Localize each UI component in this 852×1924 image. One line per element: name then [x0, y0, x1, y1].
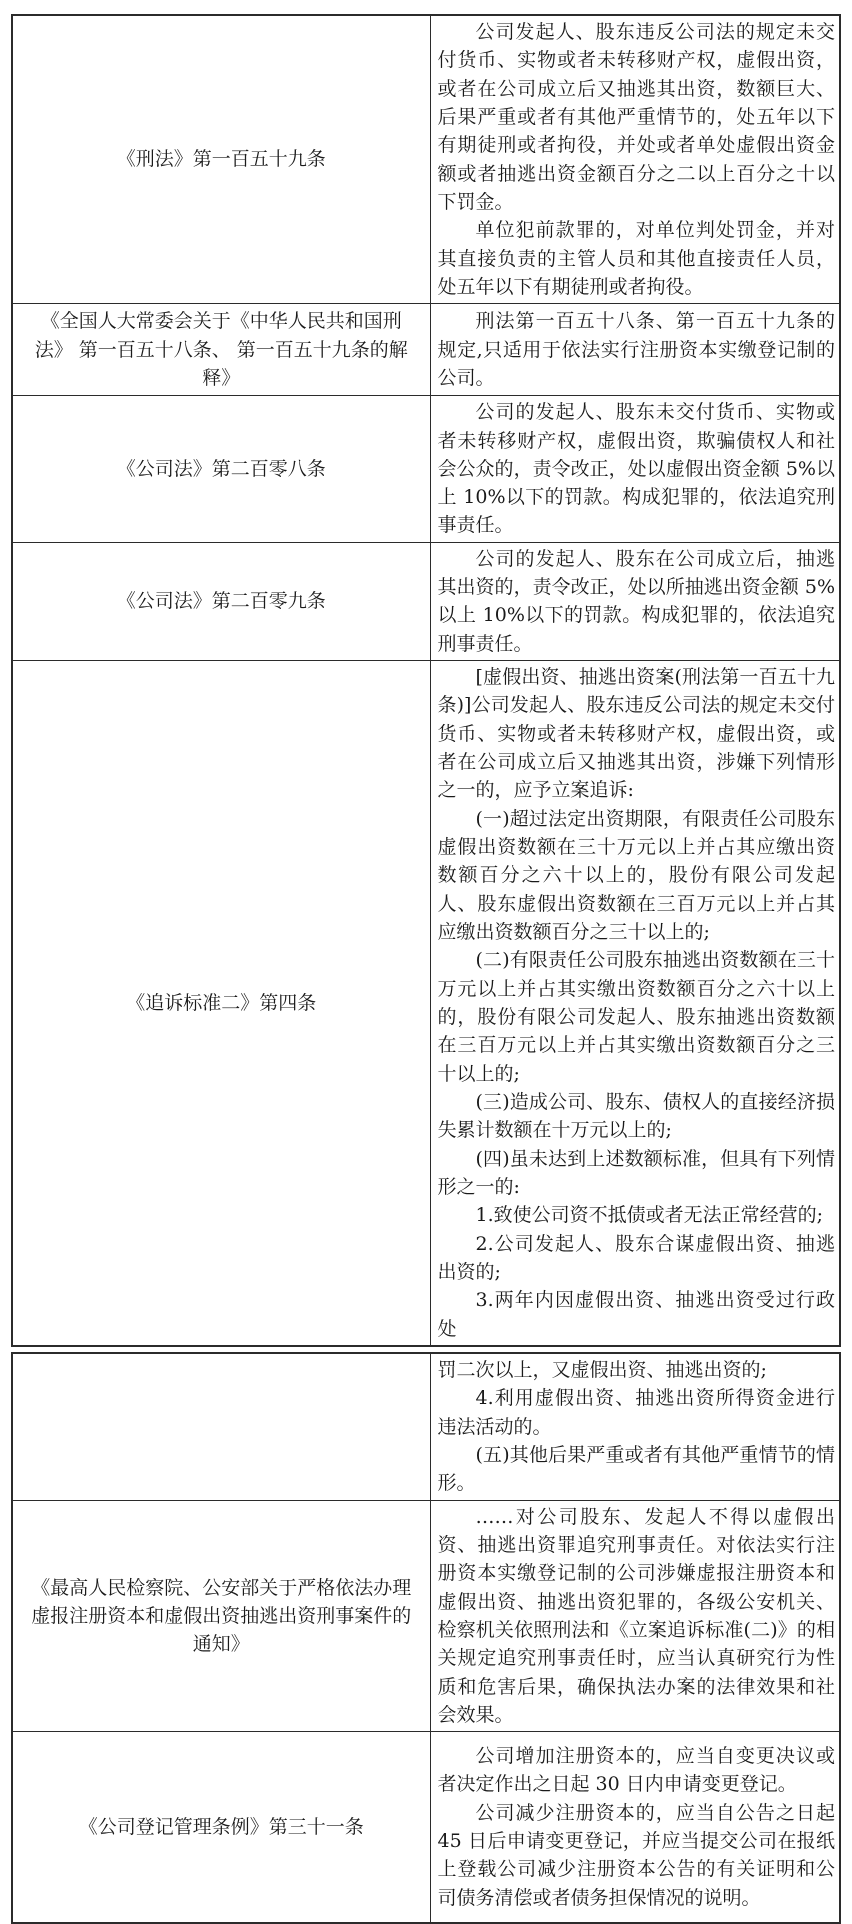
law-text-paragraph: 4.利用虚假出资、抽逃出资所得资金进行违法活动的。: [437, 1387, 835, 1438]
table-row: [12, 1732, 840, 1923]
law-text-paragraph: ……对公司股东、发起人不得以虚假出资、抽逃出资罪追究刑事责任。对依法实行注册资本实缴登记制的公司涉嫌虚报注册资本和虚假出资、抽逃出资犯罪的，各级公安机关、检察机关依照刑法和《立案追诉标准(二)》的相关规定追究刑事责任时，应当认真研究行为性质和危害后果，确保执法办案的法律效果和社会效果。: [437, 1505, 835, 1726]
tables-container: [11, 14, 841, 1924]
law-text-cell: [430, 396, 840, 543]
table-row: [12, 396, 840, 543]
law-name-cell: [12, 661, 430, 1346]
law-name-cell: [12, 396, 430, 543]
law-text-cell: [430, 1353, 840, 1500]
table-row: [12, 304, 840, 396]
table-row: [12, 1353, 840, 1500]
law-text-paragraph: 公司增加注册资本的，应当自变更决议或者决定作出之日起 30 日内申请变更登记。: [437, 1745, 835, 1796]
law-name: 《公司法》第二百零九条: [116, 590, 326, 613]
law-name: 《最高人民检察院、公安部关于严格依法办理虚报注册资本和虚假出资抽逃出资刑事案件的通知》: [31, 1576, 412, 1656]
law-text-cell: [430, 304, 840, 396]
law-text-paragraph: (一)超过法定出资期限，有限责任公司股东虚假出资数额在三十万元以上并占其应缴出资数额百分之六十以上的，股份有限公司发起人、股东虚假出资数额在三百万元以上并占其应缴出资数额百分之三十以上的;: [437, 807, 835, 944]
law-text-cell: [430, 1500, 840, 1732]
table-row: [12, 1500, 840, 1732]
law-name: 《刑法》第一百五十九条: [116, 148, 326, 171]
law-name-cell: [12, 1353, 430, 1500]
law-text-paragraph: [虚假出资、抽逃出资案(刑法第一百五十九条)]公司发起人、股东违反公司法的规定未交付货币、实物或者未转移财产权，虚假出资，或者在公司成立后又抽逃其出资，涉嫌下列情形之一的，应予立案追诉:: [437, 666, 835, 802]
law-text-cell: [430, 15, 840, 304]
law-text-cell: [430, 542, 840, 660]
law-text-paragraph: 1.致使公司资不抵债或者无法正常经营的;: [475, 1204, 824, 1227]
law-text-paragraph: (二)有限责任公司股东抽逃出资数额在三十万元以上并占其实缴出资数额百分之六十以上的，股份有限公司发起人、股东抽逃出资数额在三百万元以上并占其实缴出资数额百分之三十以上的;: [437, 949, 835, 1085]
law-text-paragraph: 2.公司发起人、股东合谋虚假出资、抽逃出资的;: [437, 1232, 835, 1284]
law-name: 《追诉标准二》第四条: [126, 991, 317, 1014]
law-text-paragraph: (三)造成公司、股东、债权人的直接经济损失累计数额在十万元以上的;: [437, 1091, 835, 1142]
law-text-paragraph: 公司减少注册资本的，应当自公告之日起 45 日后申请变更登记，并应当提交公司在报纸上登载公司减少注册资本公告的有关证明和公司债务清偿或者债务担保情况的说明。: [437, 1801, 835, 1909]
law-name: 《公司法》第二百零八条: [116, 457, 326, 480]
law-text-paragraph: 公司发起人、股东违反公司法的规定未交付货币、实物或者未转移财产权，虚假出资，或者在公司成立后又抽逃其出资，数额巨大、后果严重或者有其他严重情节的，处五年以下有期徒刑或者拘役，并处或者单处虚假出资金额或者抽逃出资金额百分之二以上百分之十以下罚金。: [437, 21, 835, 213]
law-name-cell: [12, 304, 430, 396]
law-text-cell: [430, 1732, 840, 1923]
law-text-paragraph: 公司的发起人、股东在公司成立后，抽逃其出资的，责令改正，处以所抽逃出资金额 5%以上 10%以下的罚款。构成犯罪的，依法追究刑事责任。: [437, 547, 835, 655]
law-table-1: [11, 14, 841, 1347]
law-name-cell: [12, 1500, 430, 1732]
law-text-cell: [430, 661, 840, 1346]
law-text-paragraph: 罚二次以上，又虚假出资、抽逃出资的;: [437, 1359, 767, 1381]
table-row: [12, 15, 840, 304]
law-name-cell: [12, 1732, 430, 1923]
law-name-cell: [12, 542, 430, 660]
law-text-paragraph: 公司的发起人、股东未交付货币、实物或者未转移财产权，虚假出资，欺骗债权人和社会公众的，责令改正，处以虚假出资金额 5%以上 10%以下的罚款。构成犯罪的，依法追究刑事责任。: [437, 401, 835, 537]
law-text-paragraph: 3.两年内因虚假出资、抽逃出资受过行政处: [437, 1289, 835, 1340]
table-row: [12, 661, 840, 1346]
law-text-paragraph: 单位犯前款罪的，对单位判处罚金，并对其直接负责的主管人员和其他直接责任人员，处五年以下有期徒刑或者拘役。: [437, 219, 835, 298]
law-text-paragraph: 刑法第一百五十八条、第一百五十九条的规定,只适用于依法实行注册资本实缴登记制的公司。: [437, 310, 835, 389]
law-name-cell: [12, 15, 430, 304]
law-text-paragraph: (四)虽未达到上述数额标准，但具有下列情形之一的:: [437, 1147, 835, 1199]
law-table-2: [11, 1352, 841, 1924]
table-row: [12, 542, 840, 660]
law-name: 《全国人大常委会关于《中华人民共和国刑法》 第一百五十八条、 第一百五十九条的解释》: [34, 310, 408, 389]
law-name: 《公司登记管理条例》第三十一条: [78, 1815, 364, 1838]
law-text-paragraph: (五)其他后果严重或者有其他严重情节的情形。: [437, 1443, 835, 1495]
